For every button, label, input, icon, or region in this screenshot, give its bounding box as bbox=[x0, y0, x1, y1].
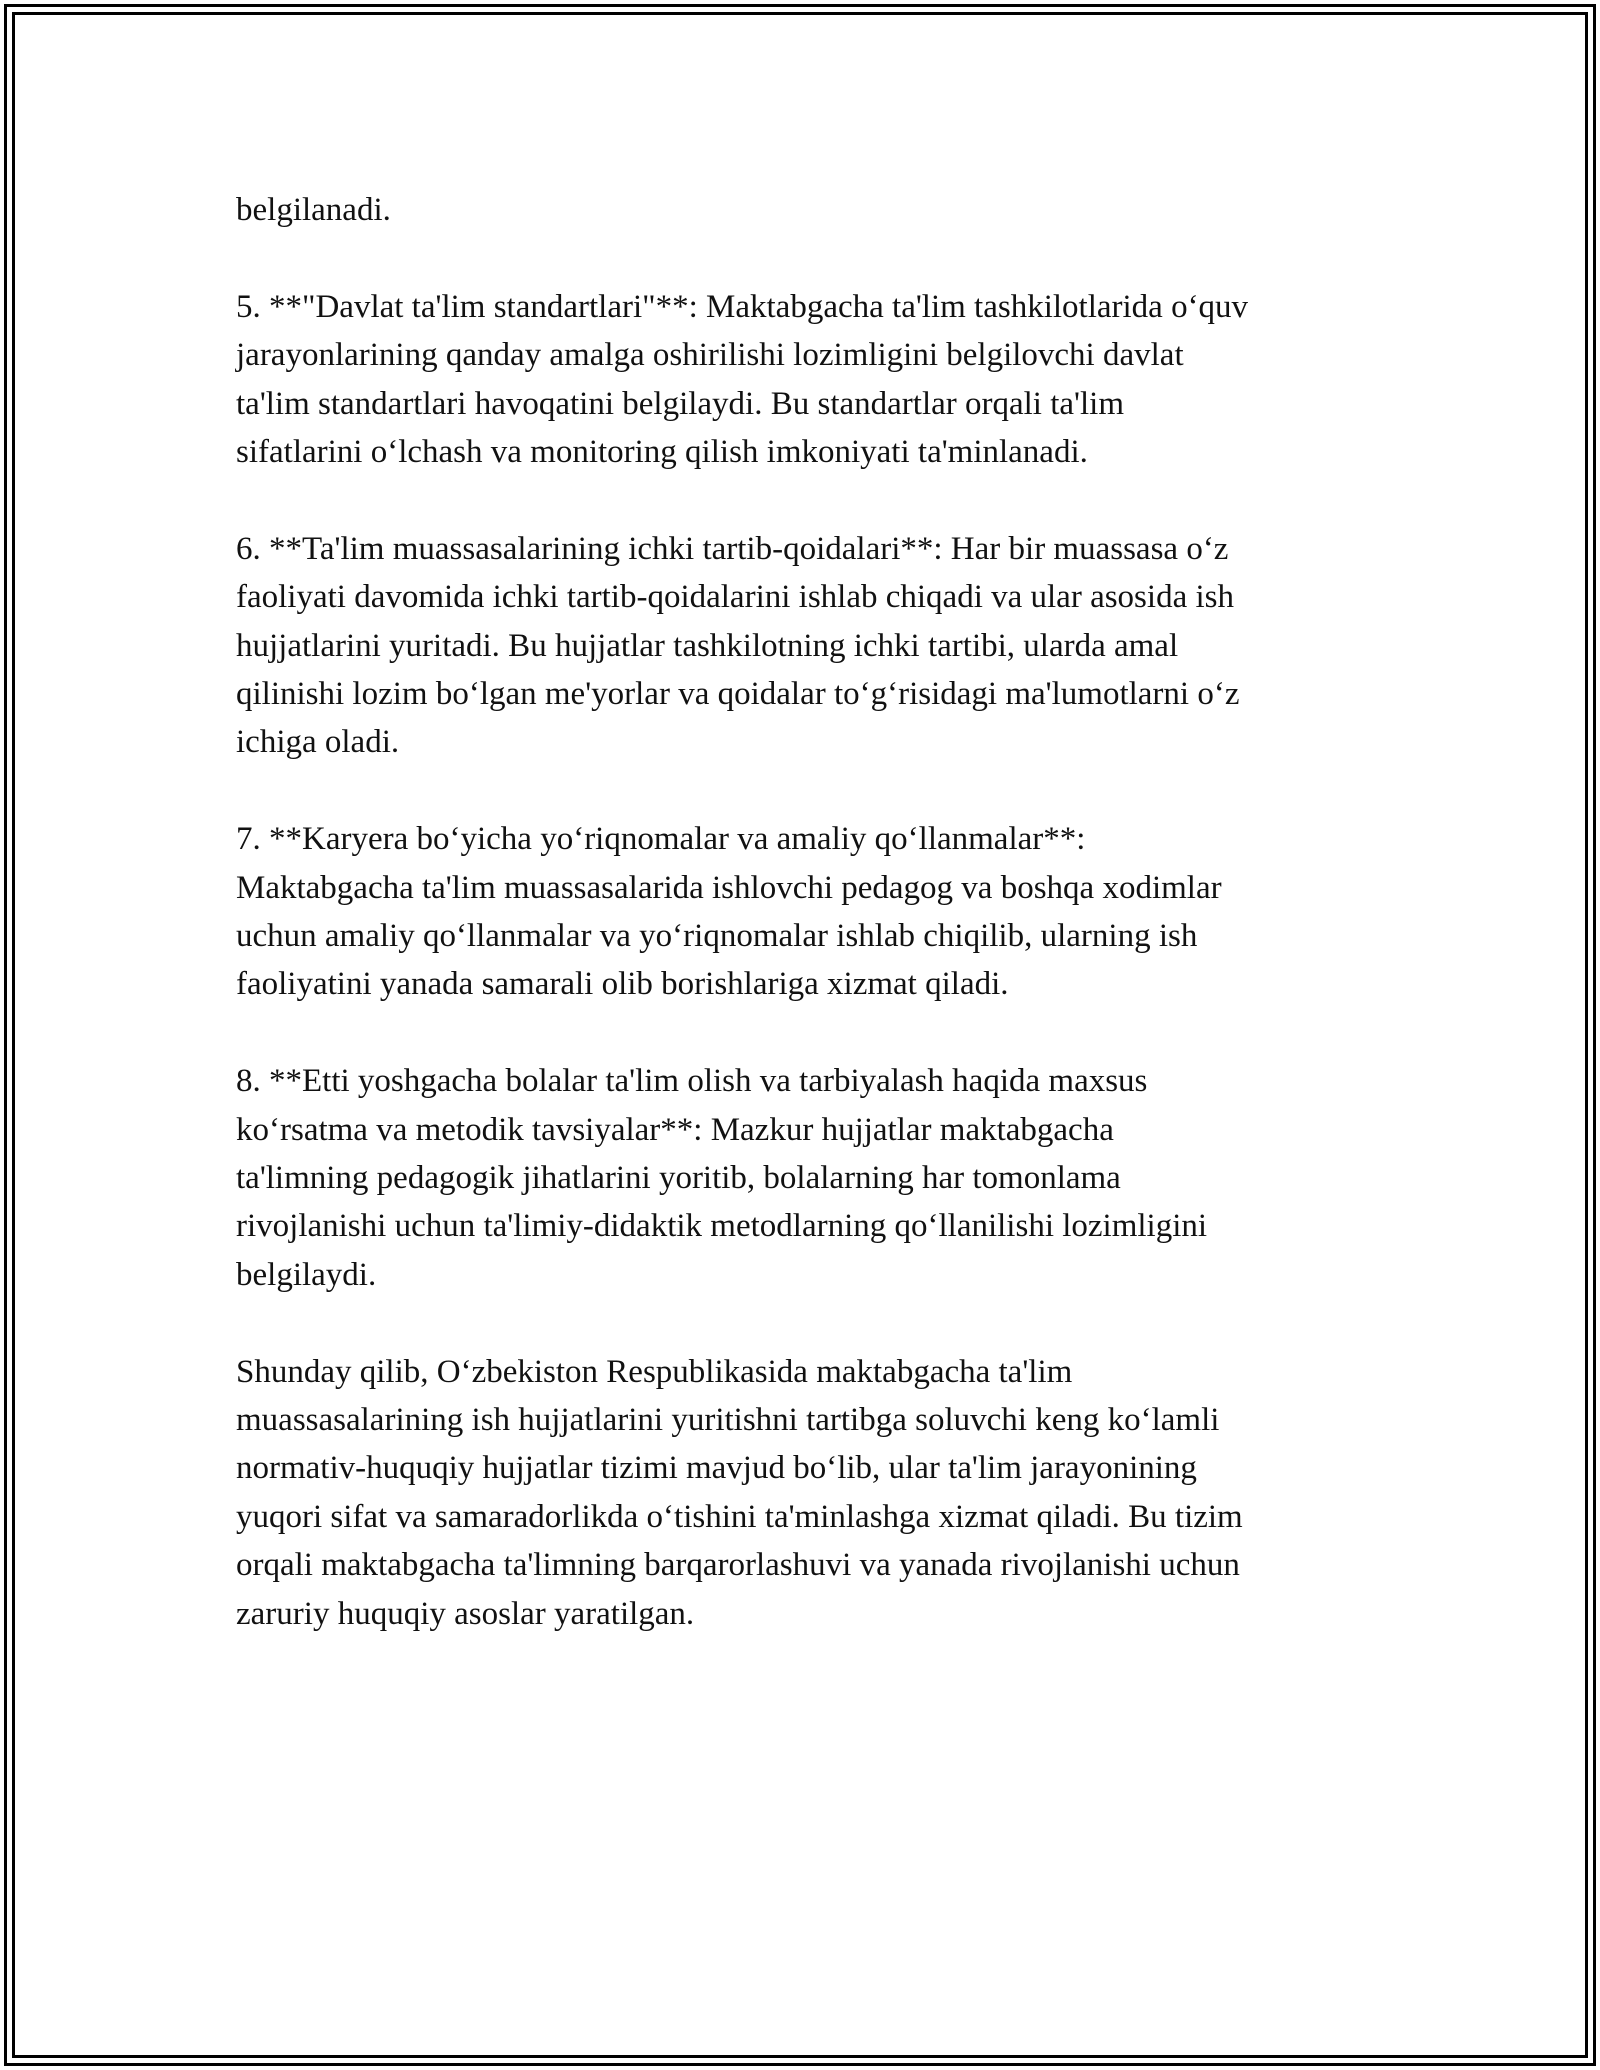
text-line: ko‘rsatma va metodik tavsiyalar**: Mazkur hujjatlar maktabgacha bbox=[236, 1111, 1114, 1148]
paragraph-conclusion bbox=[236, 1348, 1386, 1638]
text-line: ta'lim standartlari havoqatini belgilaydi. Bu standartlar orqali ta'lim bbox=[236, 385, 1124, 422]
paragraph-item-7 bbox=[236, 815, 1386, 1009]
text-line: qilinishi lozim bo‘lgan me'yorlar va qoidalar to‘g‘risidagi ma'lumotlarni o‘z bbox=[236, 676, 1240, 713]
text-line: 8. **Etti yoshgacha bolalar ta'lim olish va tarbiyalash haqida maxsus bbox=[236, 1063, 1148, 1100]
text-line: belgilanadi. bbox=[236, 192, 391, 228]
paragraph-item-6 bbox=[236, 525, 1386, 767]
text-line: orqali maktabgacha ta'limning barqarorlashuvi va yanada rivojlanishi uchun bbox=[236, 1547, 1240, 1584]
paragraph-item-5 bbox=[236, 283, 1386, 477]
text-line: jarayonlarining qanday amalga oshirilishi lozimligini belgilovchi davlat bbox=[236, 337, 1184, 374]
text-line: ta'limning pedagogik jihatlarini yoritib, bolalarning har tomonlama bbox=[236, 1160, 1121, 1197]
text-line: hujjatlarini yuritadi. Bu hujjatlar tashkilotning ichki tartibi, ularda amal bbox=[236, 627, 1179, 664]
paragraph-item-8 bbox=[236, 1057, 1386, 1299]
text-line: belgilaydi. bbox=[236, 1256, 377, 1293]
text-line: faoliyati davomida ichki tartib-qoidalarini ishlab chiqadi va ular asosida ish bbox=[236, 579, 1234, 616]
paragraph-continuation bbox=[236, 186, 1386, 234]
text-line: Shunday qilib, O‘zbekiston Respublikasida maktabgacha ta'lim bbox=[236, 1353, 1073, 1390]
text-line: 5. **"Davlat ta'lim standartlari"**: Maktabgacha ta'lim tashkilotlarida o‘quv bbox=[236, 288, 1249, 325]
text-line: normativ-huquqiy hujjatlar tizimi mavjud bo‘lib, ular ta'lim jarayonining bbox=[236, 1450, 1197, 1487]
text-line: rivojlanishi uchun ta'limiy-didaktik metodlarning qo‘llanilishi lozimligini bbox=[236, 1208, 1208, 1245]
text-line: Maktabgacha ta'lim muassasalarida ishlovchi pedagog va boshqa xodimlar bbox=[236, 869, 1222, 906]
text-line: yuqori sifat va samaradorlikda o‘tishini ta'minlashga xizmat qiladi. Bu tizim bbox=[236, 1498, 1243, 1535]
text-line: zaruriy huquqiy asoslar yaratilgan. bbox=[236, 1595, 695, 1632]
text-line: 7. **Karyera bo‘yicha yo‘riqnomalar va amaliy qo‘llanmalar**: bbox=[236, 821, 1086, 858]
text-line: muassasalarining ish hujjatlarini yuritishni tartibga soluvchi keng ko‘lamli bbox=[236, 1402, 1220, 1439]
text-line: uchun amaliy qo‘llanmalar va yo‘riqnomalar ishlab chiqilib, ularning ish bbox=[236, 918, 1198, 955]
text-line: 6. **Ta'lim muassasalarining ichki tartib-qoidalari**: Har bir muassasa o‘z bbox=[236, 530, 1229, 567]
document-body bbox=[236, 186, 1386, 1687]
text-line: ichiga oladi. bbox=[236, 724, 400, 761]
text-line: sifatlarini o‘lchash va monitoring qilish imkoniyati ta'minlanadi. bbox=[236, 434, 1088, 471]
text-line: faoliyatini yanada samarali olib borishlariga xizmat qiladi. bbox=[236, 966, 1009, 1003]
